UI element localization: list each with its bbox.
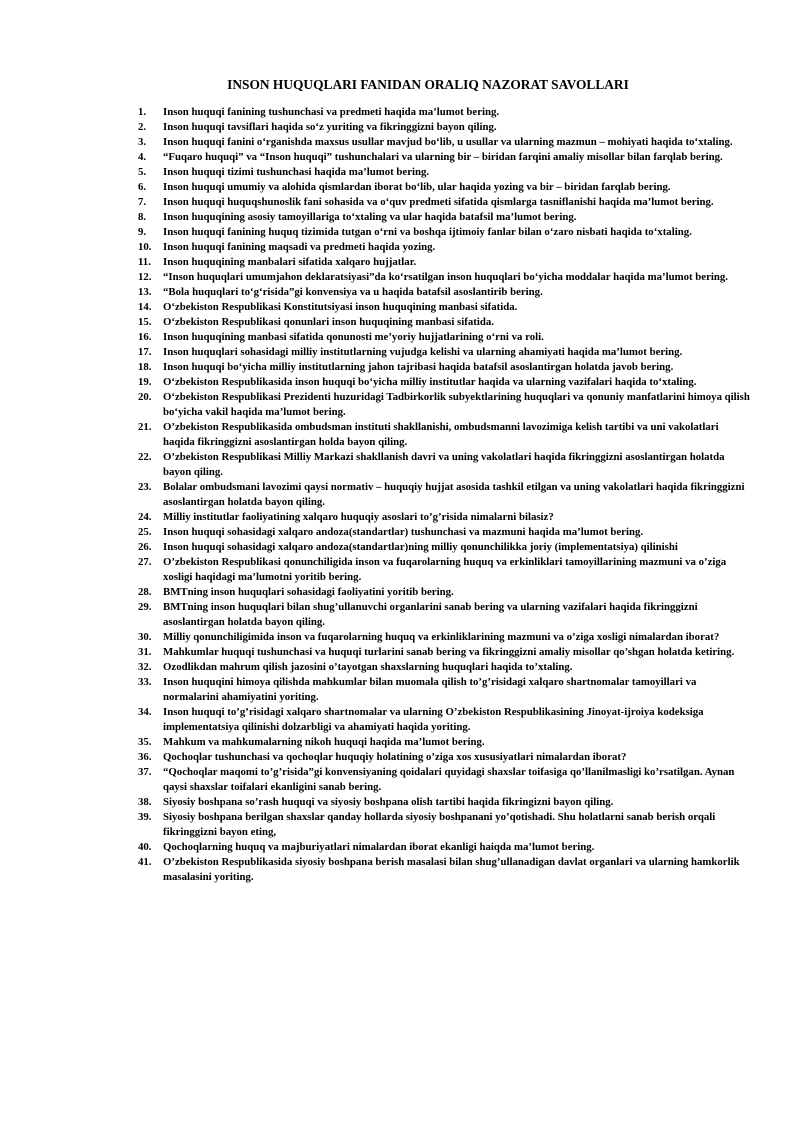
question-number: 30. — [138, 631, 152, 643]
question-number: 24. — [138, 511, 152, 523]
question-item — [0, 765, 800, 795]
question-item — [0, 255, 800, 270]
question-number: 12. — [138, 271, 152, 283]
question-text: Siyosiy boshpana so’rash huquqi va siyosiy boshpana olish tartibi haqida fikringizni bayon qiling. — [163, 796, 614, 808]
question-item — [0, 585, 800, 600]
question-number: 32. — [138, 661, 152, 673]
question-text: Inson huquqi sohasidagi xalqaro andoza(standartlar) tushunchasi va mazmuni haqida ma’lumot bering. — [163, 526, 644, 538]
question-item — [0, 225, 800, 240]
question-number: 38. — [138, 796, 152, 808]
question-item — [0, 285, 800, 300]
question-number: 5. — [138, 166, 147, 178]
question-number: 37. — [138, 766, 152, 778]
question-text: Inson huquqining manbalari sifatida xalqaro hujjatlar. — [163, 256, 417, 268]
question-number: 41. — [138, 856, 152, 868]
question-text: “Fuqaro huquqi” va “Inson huquqi” tushunchalari va ularning bir – biridan farqini amaliy misollar bilan farqlab bering. — [163, 151, 723, 163]
question-item — [0, 630, 800, 645]
question-text: BMTning inson huquqlari sohasidagi faoliyatini yoritib bering. — [163, 586, 454, 598]
question-number: 36. — [138, 751, 152, 763]
question-item — [0, 120, 800, 135]
question-number: 4. — [138, 151, 147, 163]
question-text: Inson huquqi fanining huquq tizimida tutgan o‘rni va boshqa ijtimoiy fanlar bilan o‘zaro nisbati haqida to‘xtaling. — [163, 226, 692, 238]
question-item — [0, 600, 800, 630]
question-text: Inson huquqi tizimi tushunchasi haqida ma’lumot bering. — [163, 166, 430, 178]
question-text: O’zbekiston Respublikasida siyosiy boshpana berish masalasi bilan shug’ullanadigan davlat organlari va ularning hamkorlik masalasini yoriting. — [163, 856, 740, 883]
question-number: 14. — [138, 301, 152, 313]
question-item — [0, 375, 800, 390]
question-number: 23. — [138, 481, 152, 493]
question-text: O’zbekiston Respublikasida ombudsman instituti shakllanishi, ombudsmanni lavozimiga kelish tartibi va uni vakolatlari haqida fikringgizni asoslantirgan holda bayon qiling. — [163, 421, 719, 448]
question-item — [0, 300, 800, 315]
question-number: 22. — [138, 451, 152, 463]
question-text: Qochoqlar tushunchasi va qochoqlar huquqiy holatining o’ziga xos xususiyatlari nimalardan iborat? — [163, 751, 627, 763]
question-item — [0, 330, 800, 345]
question-item — [0, 180, 800, 195]
question-text: Milliy qonunchiligimida inson va fuqarolarning huquq va erkinliklarining mazmuni va o’ziga xosligi nimalardan iborat? — [163, 631, 720, 643]
question-number: 2. — [138, 121, 147, 133]
question-number: 13. — [138, 286, 152, 298]
question-number: 31. — [138, 646, 152, 658]
question-text: Mahkum va mahkumalarning nikoh huquqi haqida ma’lumot bering. — [163, 736, 485, 748]
question-number: 6. — [138, 181, 147, 193]
question-number: 15. — [138, 316, 152, 328]
question-text: Inson huquqi to’g’risidagi xalqaro shartnomalar va ularning O’zbekiston Respublikasining Jinoyat-ijroiya kodeksiga implementatsiya qilinishi dolzarbligi va ahamiyati haqida yoriting. — [163, 706, 704, 733]
question-text: Milliy institutlar faoliyatining xalqaro huquqiy asoslari to’g’risida nimalarni bilasiz? — [163, 511, 554, 523]
question-item — [0, 240, 800, 255]
question-text: O‘zbekiston Respublikasida inson huquqi bo‘yicha milliy institutlar haqida va ularning vazifalari haqida to‘xtaling. — [163, 376, 697, 388]
question-number: 1. — [138, 106, 147, 118]
question-item — [0, 645, 800, 660]
question-number: 35. — [138, 736, 152, 748]
question-text: Inson huquqi sohasidagi xalqaro andoza(standartlar)ning milliy qonunchilikka joriy (implementatsiya) qilinishi — [163, 541, 678, 553]
question-item — [0, 840, 800, 855]
question-text: Inson huquqining asosiy tamoyillariga to‘xtaling va ular haqida batafsil ma’lumot bering. — [163, 211, 577, 223]
question-number: 40. — [138, 841, 152, 853]
question-number: 3. — [138, 136, 147, 148]
question-item — [0, 420, 800, 450]
question-text: Inson huquqi fanining maqsadi va predmeti haqida yozing. — [163, 241, 436, 253]
question-number: 26. — [138, 541, 152, 553]
question-item — [0, 540, 800, 555]
question-text: Inson huquqi tavsiflari haqida so‘z yuriting va fikringgizni bayon qiling. — [163, 121, 497, 133]
question-item — [0, 195, 800, 210]
question-number: 27. — [138, 556, 152, 568]
question-item — [0, 315, 800, 330]
question-item — [0, 660, 800, 675]
question-number: 18. — [138, 361, 152, 373]
question-number: 16. — [138, 331, 152, 343]
question-number: 11. — [138, 256, 151, 268]
question-item — [0, 450, 800, 480]
question-text: “Inson huquqlari umumjahon deklaratsiyasi”da ko‘rsatilgan inson huquqlari bo‘yicha moddalar haqida ma’lumot bering. — [163, 271, 728, 283]
question-number: 10. — [138, 241, 152, 253]
question-text: O‘zbekiston Respublikasi qonunlari inson huquqining manbasi sifatida. — [163, 316, 494, 328]
question-number: 7. — [138, 196, 147, 208]
question-text: “Bola huquqlari to‘g‘risida”gi konvensiya va u haqida batafsil asoslantirib bering. — [163, 286, 543, 298]
document-title: INSON HUQUQLARI FANIDAN ORALIQ NAZORAT SAVOLLARI — [227, 77, 629, 92]
question-item — [0, 105, 800, 120]
question-text: BMTning inson huquqlari bilan shug’ullanuvchi organlarini sanab bering va ularning vazifalari haqida fikringgizni asoslantirgan holatda bayon qiling. — [163, 601, 698, 628]
question-number: 17. — [138, 346, 152, 358]
question-text: Inson huquqi fanini o‘rganishda maxsus usullar mavjud bo‘lib, u usullar va ularning mazmun – mohiyati haqida to‘xtaling. — [163, 136, 733, 148]
question-item — [0, 165, 800, 180]
question-item — [0, 345, 800, 360]
question-item — [0, 555, 800, 585]
question-text: Bolalar ombudsmani lavozimi qaysi normativ – huquqiy hujjat asosida tashkil etilgan va uning vakolatlari haqida fikringgizni asoslantirgan holatda bayon qiling. — [163, 481, 745, 508]
question-text: Siyosiy boshpana berilgan shaxslar qanday hollarda siyosiy boshpanani yo’qotishadi. Shu holatlarni sanab berish orqali fikringgizni bayon eting, — [163, 811, 716, 838]
question-number: 39. — [138, 811, 152, 823]
question-item — [0, 675, 800, 705]
question-number: 29. — [138, 601, 152, 613]
question-text: O‘zbekiston Respublikasi Prezidenti huzuridagi Tadbirkorlik subyektlarining huquqlari va qonuniy manfatlarini himoya qilish bo‘yicha vakil haqida ma’lumot bering. — [163, 391, 750, 418]
question-text: Inson huquqlari sohasidagi milliy institutlarning vujudga kelishi va ularning ahamiyati haqida ma’lumot bering. — [163, 346, 683, 358]
question-number: 19. — [138, 376, 152, 388]
question-number: 21. — [138, 421, 152, 433]
question-text: O’zbekiston Respublikasi Milliy Markazi shakllanish davri va uning vakolatlari haqida fikringgizni asoslantirgan holatda bayon qiling. — [163, 451, 725, 478]
question-item — [0, 735, 800, 750]
question-item — [0, 750, 800, 765]
question-item — [0, 810, 800, 840]
question-text: Qochoqlarning huquq va majburiyatlari nimalardan iborat ekanligi haiqda ma’lumot bering. — [163, 841, 595, 853]
question-number: 9. — [138, 226, 147, 238]
question-item — [0, 150, 800, 165]
question-item — [0, 855, 800, 885]
question-text: Inson huquqi huquqshunoslik fani sohasida va o‘quv predmeti sifatida qismlarga tasniflanishi haqida ma’lumot bering. — [163, 196, 714, 208]
question-number: 20. — [138, 391, 152, 403]
question-text: Inson huquqining manbasi sifatida qonunosti me’yoriy hujjatlarining o‘rni va roli. — [163, 331, 544, 343]
question-text: O’zbekiston Respublikasi qonunchiligida inson va fuqarolarning huquq va erkinliklari tamoyillarining mazmuni va o’ziga xosligi haqidagi ma’lumotni yoritib bering. — [163, 556, 727, 583]
question-number: 33. — [138, 676, 152, 688]
question-text: “Qochoqlar maqomi to’g’risida”gi konvensiyaning qoidalari quyidagi shaxslar toifasiga qo’llanilmasligi ko’rsatilgan. Aynan qaysi shaxslar toifalari ekanligini sanab bering. — [163, 766, 735, 793]
question-item — [0, 510, 800, 525]
question-number: 28. — [138, 586, 152, 598]
question-item — [0, 480, 800, 510]
question-item — [0, 270, 800, 285]
question-number: 34. — [138, 706, 152, 718]
question-text: O‘zbekiston Respublikasi Konstitutsiyasi inson huquqining manbasi sifatida. — [163, 301, 518, 313]
question-text: Inson huquqi bo‘yicha milliy institutlarning jahon tajribasi haqida batafsil asoslantirgan holatda javob bering. — [163, 361, 674, 373]
question-number: 8. — [138, 211, 147, 223]
question-text: Inson huquqi umumiy va alohida qismlardan iborat bo‘lib, ular haqida yozing va bir – biridan farqlab bering. — [163, 181, 671, 193]
question-text: Inson huquqini himoya qilishda mahkumlar bilan muomala qilish to’g’risidagi xalqaro shartnomalar tamoyillari va normalarini ahamiyatini yoriting. — [163, 676, 697, 703]
question-list — [0, 105, 800, 885]
question-text: Inson huquqi fanining tushunchasi va predmeti haqida ma’lumot bering. — [163, 106, 500, 118]
question-item — [0, 135, 800, 150]
question-item — [0, 705, 800, 735]
question-item — [0, 390, 800, 420]
question-number: 25. — [138, 526, 152, 538]
question-item — [0, 525, 800, 540]
question-item — [0, 795, 800, 810]
question-text: Ozodlikdan mahrum qilish jazosini o’tayotgan shaxslarning huquqlari haqida to’xtaling. — [163, 661, 573, 673]
question-item — [0, 360, 800, 375]
question-text: Mahkumlar huquqi tushunchasi va huquqi turlarini sanab bering va fikringgizni amaliy misollar qo’shgan holatda ketiring. — [163, 646, 735, 658]
question-item — [0, 210, 800, 225]
